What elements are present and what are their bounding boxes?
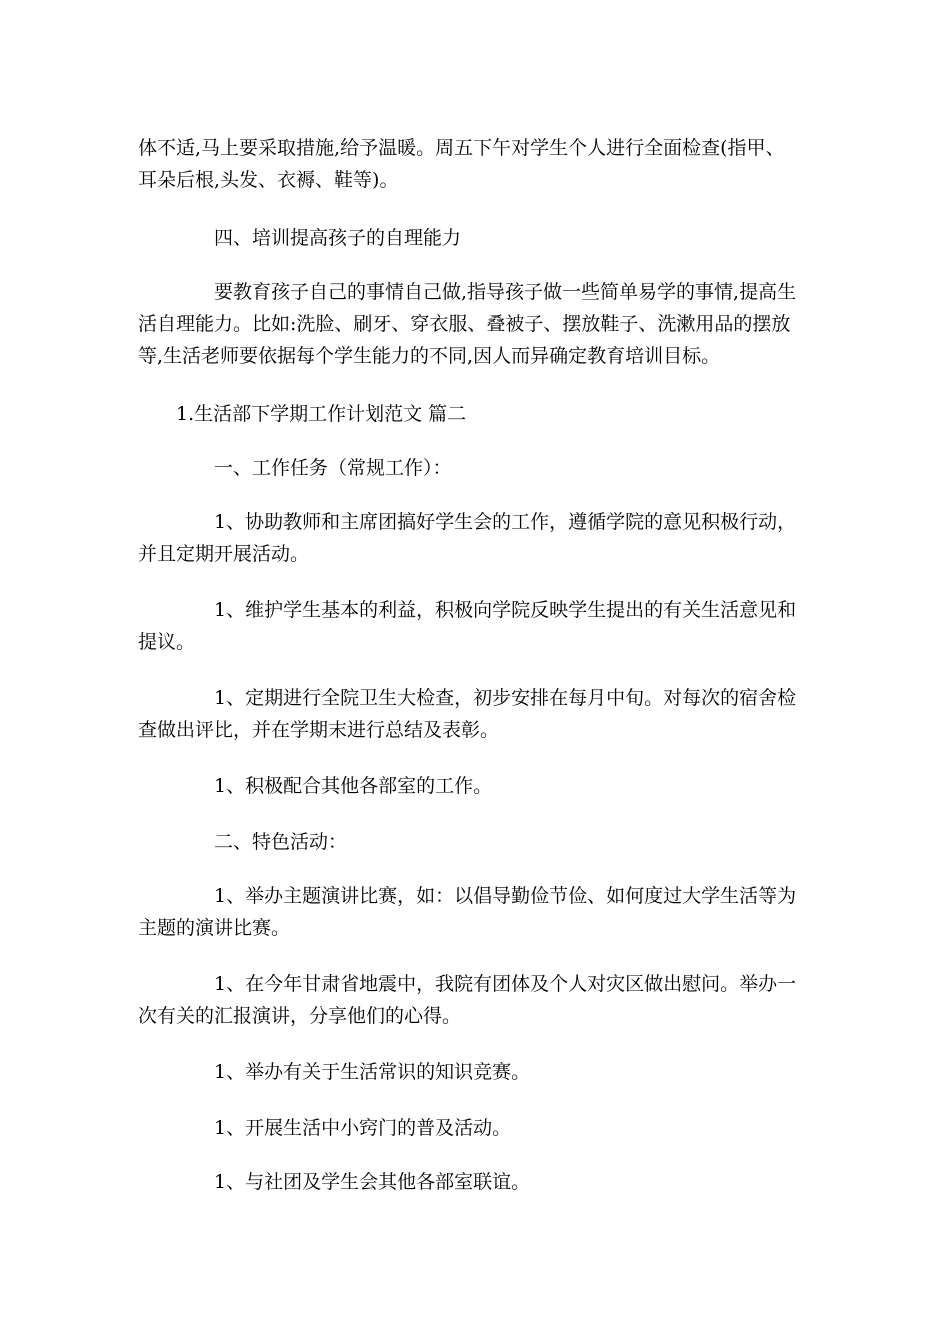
list-item-paragraph — [138, 506, 818, 570]
text-line: 并且定期开展活动。 — [138, 543, 310, 565]
text-line: 1、协助教师和主席团搞好学生会的工作，遵循学院的意见积极行动， — [214, 511, 797, 533]
text-line: 1.生活部下学期工作计划范文 篇二 — [176, 403, 467, 425]
list-item-paragraph — [138, 968, 818, 1032]
text-line: 查做出评比，并在学期末进行总结及表彰。 — [138, 719, 500, 741]
list-item-paragraph — [138, 682, 818, 746]
list-item-paragraph — [138, 880, 818, 944]
text-line: 1、在今年甘肃省地震中，我院有团体及个人对灾区做出慰问。举办一 — [214, 973, 797, 995]
text-line: 1、举办主题演讲比赛，如：以倡导勤俭节俭、如何度过大学生活等为 — [214, 885, 797, 907]
text-line: 次有关的汇报演讲，分享他们的心得。 — [138, 1005, 462, 1027]
text-line: 活自理能力。比如:洗脸、刷牙、穿衣服、叠被子、摆放鞋子、洗漱用品的摆放 — [138, 313, 791, 335]
text-line: 提议。 — [138, 631, 196, 653]
text-line: 要教育孩子自己的事情自己做,指导孩子做一些简单易学的事情,提高生 — [214, 281, 797, 303]
paragraph-body-continuation — [138, 132, 818, 196]
section-heading-tasks — [138, 452, 818, 484]
paragraph-self-care — [138, 276, 818, 372]
text-line: 1、维护学生基本的利益，积极向学院反映学生提出的有关生活意见和 — [214, 599, 797, 621]
text-line: 1、与社团及学生会其他各部室联谊。 — [214, 1171, 531, 1193]
text-line: 主题的演讲比赛。 — [138, 917, 291, 939]
text-line: 1、举办有关于生活常识的知识竞赛。 — [214, 1061, 531, 1083]
text-line: 四、培训提高孩子的自理能力 — [214, 227, 462, 249]
text-line: 二、特色活动： — [214, 831, 348, 853]
list-item-paragraph — [138, 1112, 818, 1144]
section-heading-special-activities — [138, 826, 818, 858]
text-line: 1、开展生活中小窍门的普及活动。 — [214, 1117, 512, 1139]
text-line: 1、积极配合其他各部室的工作。 — [214, 775, 493, 797]
text-line: 耳朵后根,头发、衣褥、鞋等)。 — [138, 169, 399, 191]
article-title-part-two — [138, 398, 818, 430]
list-item-paragraph — [138, 1166, 818, 1198]
text-line: 一、工作任务（常规工作）： — [214, 457, 452, 479]
list-item-paragraph — [138, 770, 818, 802]
text-line: 体不适,马上要采取措施,给予温暖。周五下午对学生个人进行全面检查(指甲、 — [138, 137, 785, 159]
list-item-paragraph — [138, 1056, 818, 1088]
list-item-paragraph — [138, 594, 818, 658]
section-heading-four — [138, 222, 818, 254]
text-line: 等,生活老师要依据每个学生能力的不同,因人而异确定教育培训目标。 — [138, 345, 721, 367]
text-line: 1、定期进行全院卫生大检查，初步安排在每月中旬。对每次的宿舍检 — [214, 687, 797, 709]
